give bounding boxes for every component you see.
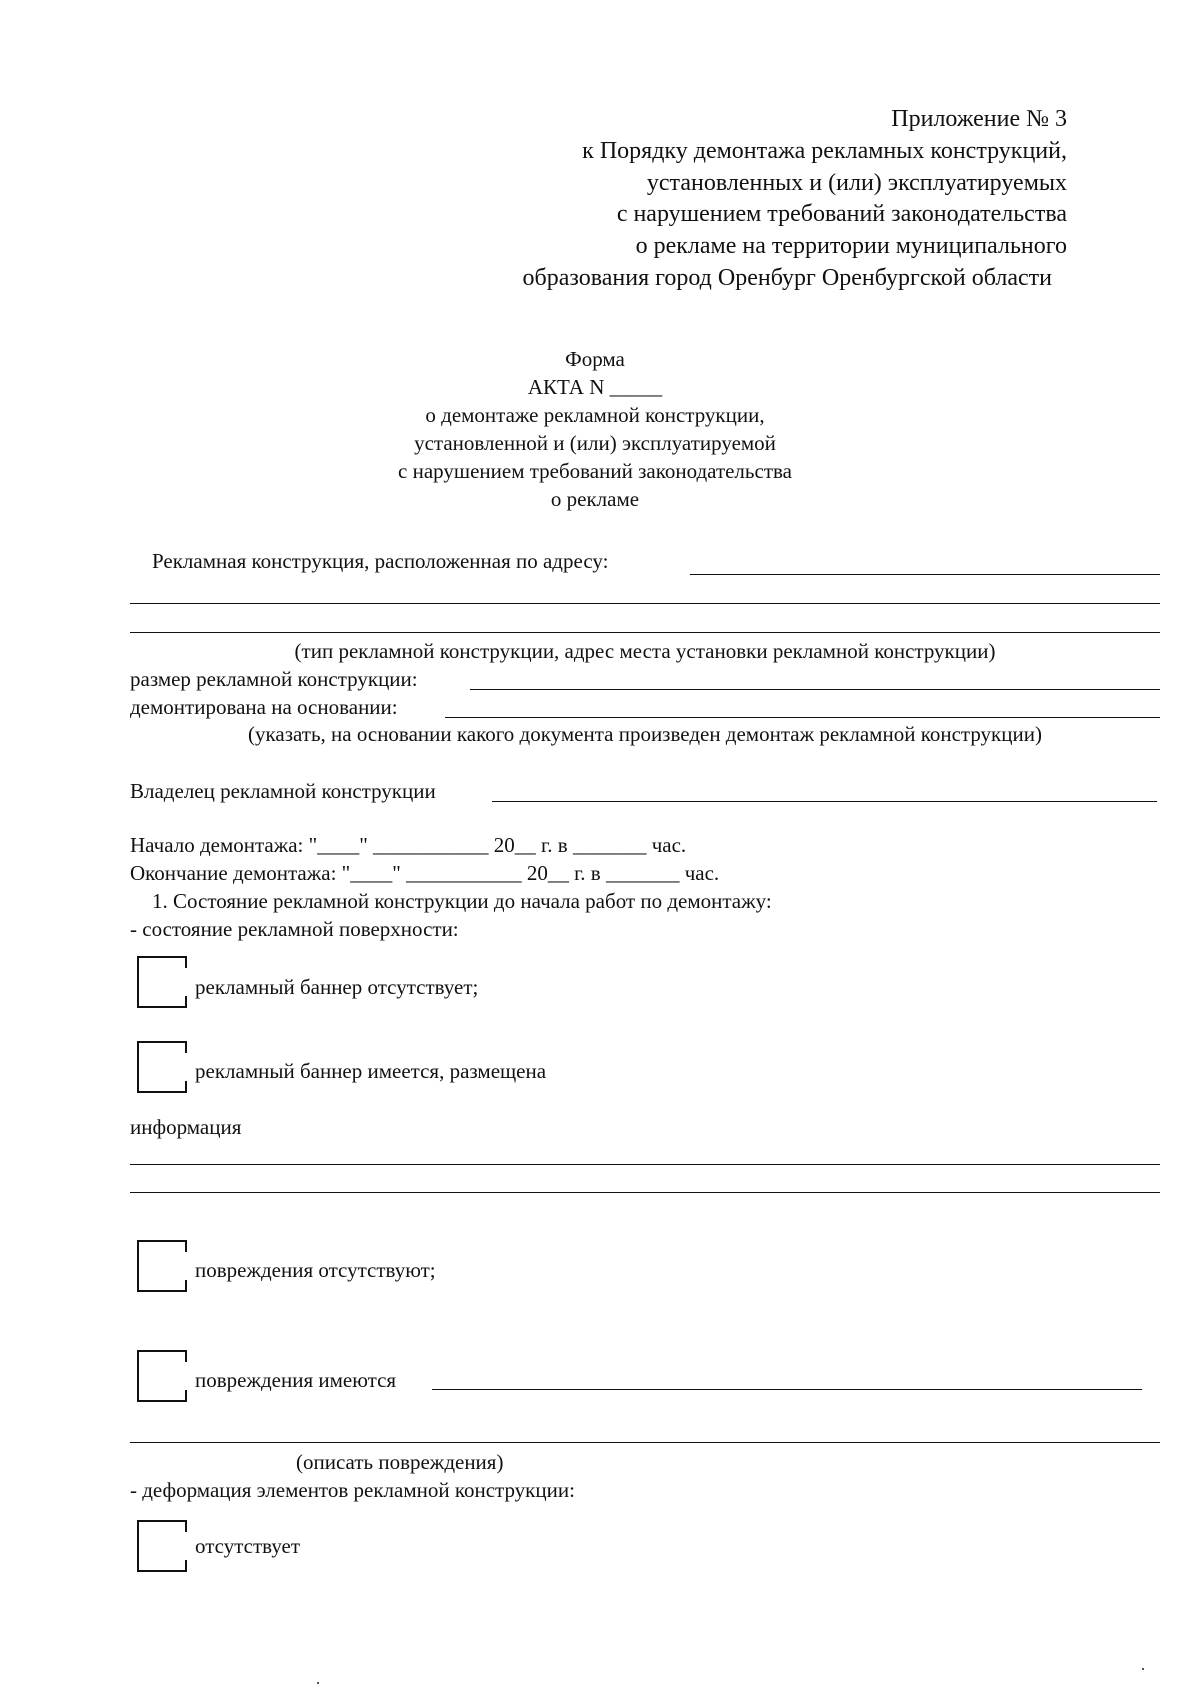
address-field-line[interactable] <box>130 603 1160 604</box>
info-field-line[interactable] <box>130 1192 1160 1193</box>
info-label: информация <box>130 1115 242 1139</box>
appendix-line: установленных и (или) эксплуатируемых <box>646 170 1067 196</box>
form-line: с нарушением требований законодательства <box>398 459 792 483</box>
end-date-line[interactable]: Окончание демонтажа: "____" ___________ 20__ г. в _______ час. <box>130 861 720 885</box>
form-label: Форма <box>565 347 625 371</box>
deformation-absent-label: отсутствует <box>195 1534 301 1558</box>
address-field-line[interactable] <box>130 632 1160 633</box>
basis-hint: (указать, на основании какого документа произведен демонтаж рекламной конструкции) <box>248 722 1042 746</box>
surface-label: - состояние рекламной поверхности: <box>130 917 459 941</box>
form-line: установленной и (или) эксплуатируемой <box>414 431 776 455</box>
damage-present-label: повреждения имеются <box>195 1368 397 1392</box>
basis-label: демонтирована на основании: <box>130 695 398 719</box>
info-field-line[interactable] <box>130 1164 1160 1165</box>
deformation-absent-checkbox[interactable] <box>137 1520 187 1572</box>
appendix-line: о рекламе на территории муниципального <box>635 233 1067 259</box>
appendix-line: с нарушением требований законодательства <box>616 201 1067 227</box>
appendix-line: к Порядку демонтажа рекламных конструкций, <box>582 138 1067 164</box>
damage-field[interactable] <box>432 1389 1142 1390</box>
damage-present-checkbox[interactable] <box>137 1350 187 1402</box>
address-label: Рекламная конструкция, расположенная по адресу: <box>152 549 609 573</box>
banner-absent-label: рекламный баннер отсутствует; <box>195 975 479 999</box>
damage-hint: (описать повреждения) <box>296 1450 504 1474</box>
address-hint: (тип рекламной конструкции, адрес места установки рекламной конструкции) <box>294 639 996 663</box>
damage-absent-checkbox[interactable] <box>137 1240 187 1292</box>
deformation-label: - деформация элементов рекламной конструкции: <box>130 1478 575 1502</box>
start-date-line[interactable]: Начало демонтажа: "____" ___________ 20__ г. в _______ час. <box>130 833 687 857</box>
form-line: о рекламе <box>550 487 640 511</box>
appendix-line: образования город Оренбург Оренбургской области <box>522 265 1052 291</box>
damage-absent-label: повреждения отсутствуют; <box>195 1258 436 1282</box>
act-number: АКТА N _____ <box>527 375 663 399</box>
banner-present-label: рекламный баннер имеется, размещена <box>195 1059 547 1083</box>
size-label: размер рекламной конструкции: <box>130 667 418 691</box>
damage-field-line[interactable] <box>130 1442 1160 1443</box>
owner-field[interactable] <box>492 801 1157 802</box>
banner-present-checkbox[interactable] <box>137 1041 187 1093</box>
section1-heading: 1. Состояние рекламной конструкции до начала работ по демонтажу: <box>152 889 772 913</box>
scan-speck <box>1142 1668 1144 1670</box>
banner-absent-checkbox[interactable] <box>137 956 187 1008</box>
address-field[interactable] <box>690 574 1160 575</box>
owner-label: Владелец рекламной конструкции <box>130 779 436 803</box>
form-line: о демонтаже рекламной конструкции, <box>425 403 765 427</box>
scan-speck <box>317 1682 319 1684</box>
size-field[interactable] <box>470 689 1160 690</box>
basis-field[interactable] <box>445 717 1160 718</box>
appendix-title: Приложение № 3 <box>891 106 1067 132</box>
